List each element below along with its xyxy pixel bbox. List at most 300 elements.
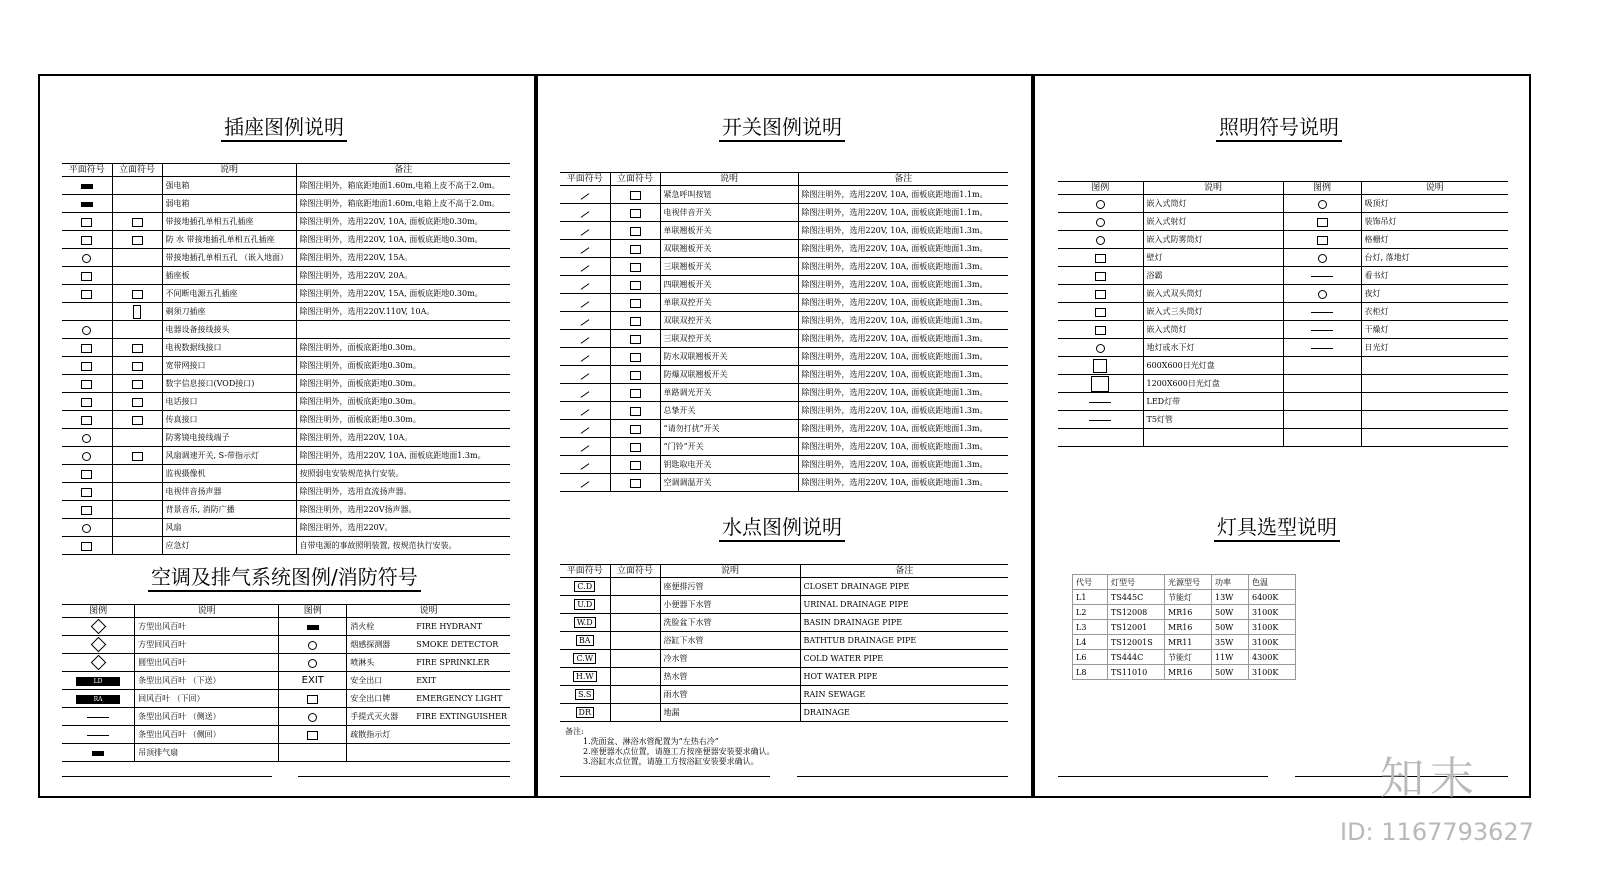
socket-description: 电器设备接线接头 xyxy=(162,321,296,339)
socket-remark: 除图注明外，面板底距地0.30m。 xyxy=(296,339,510,357)
note-line: 2.座便器水点位置，请施工方按座便器安装要求确认。 xyxy=(583,747,775,756)
elevation-symbol-cell xyxy=(610,704,660,722)
water-remark: RAIN SEWAGE xyxy=(800,686,1008,704)
light-symbol-cell xyxy=(1058,249,1143,267)
legend-dash-icon xyxy=(1311,312,1333,313)
switch-remark: 除图注明外，选用220V, 10A, 面板底距地面1.3m。 xyxy=(798,366,1008,384)
hvac-description: 方型出风百叶 xyxy=(135,618,279,636)
switch-symbol-icon xyxy=(580,463,589,470)
socket-description: 不间断电源五孔插座 xyxy=(162,285,296,303)
light-description: 日光灯 xyxy=(1361,339,1508,357)
light-description: 嵌入式射灯 xyxy=(1143,213,1283,231)
socket-description: 电话接口 xyxy=(162,393,296,411)
table-row xyxy=(62,465,510,483)
fixture-cell: L2 xyxy=(1073,605,1108,620)
legend-tall-icon xyxy=(133,305,141,319)
switch-symbol-icon xyxy=(580,409,589,416)
elevation-symbol-cell xyxy=(112,357,162,375)
fire-description-cn: 疏散指示灯 xyxy=(350,730,391,739)
water-description: 浴缸下水管 xyxy=(660,632,800,650)
light-symbol-cell xyxy=(1283,411,1361,429)
light-symbol-cell xyxy=(1058,393,1143,411)
fire-description-en: FIRE HYDRANT xyxy=(416,622,483,631)
plan-symbol-cell xyxy=(62,267,112,285)
legend-box-icon xyxy=(132,380,143,389)
legend-box-icon xyxy=(630,245,641,254)
legend-fan-icon xyxy=(82,452,91,461)
fire-description-en: SMOKE DETECTOR xyxy=(416,640,499,649)
switch-description: 钥匙取电开关 xyxy=(660,456,798,474)
switch-symbol-icon xyxy=(580,427,589,434)
elevation-symbol-cell xyxy=(112,519,162,537)
col-header: 平面符号 xyxy=(560,565,610,578)
plan-symbol-cell xyxy=(560,312,610,330)
switch-description: “门铃”开关 xyxy=(660,438,798,456)
fixture-cell: 50W xyxy=(1212,620,1249,635)
switch-symbol-icon xyxy=(580,193,589,200)
legend-exit-icon: EXIT xyxy=(301,675,324,686)
legend-box-icon xyxy=(630,281,641,290)
hvac-symbol-cell xyxy=(62,708,135,726)
light-symbol-cell xyxy=(1283,213,1361,231)
legend-circle-icon xyxy=(1318,200,1327,209)
col-header: 功率 xyxy=(1212,575,1249,590)
elevation-symbol-cell xyxy=(610,578,660,596)
water-code-cell xyxy=(560,686,610,704)
elevation-symbol-cell xyxy=(610,474,660,492)
light-symbol-cell xyxy=(1283,321,1361,339)
plan-symbol-cell xyxy=(560,204,610,222)
legend-box-icon xyxy=(1317,218,1328,227)
legend-box-icon xyxy=(630,227,641,236)
col-header: 立面符号 xyxy=(112,164,162,177)
signature-line xyxy=(1058,776,1268,777)
fire-description xyxy=(347,690,510,708)
legend-box-icon xyxy=(630,209,641,218)
table-row xyxy=(62,447,510,465)
legend-tv-icon xyxy=(81,506,92,515)
elevation-symbol-cell xyxy=(112,231,162,249)
col-header: 说明 xyxy=(660,173,798,186)
table-row xyxy=(560,312,1008,330)
plan-symbol-cell xyxy=(560,438,610,456)
switch-remark: 除图注明外，选用220V, 10A, 面板底距地面1.1m。 xyxy=(798,204,1008,222)
elevation-symbol-cell xyxy=(112,339,162,357)
elevation-symbol-cell xyxy=(610,294,660,312)
light-symbol-cell xyxy=(1283,339,1361,357)
table-row xyxy=(62,708,510,726)
fire-description-en: FIRE EXTINGUISHER xyxy=(416,712,507,721)
plan-symbol-cell xyxy=(560,276,610,294)
legend-circle-icon xyxy=(308,659,317,668)
light-symbol-cell xyxy=(1058,231,1143,249)
elevation-symbol-cell xyxy=(610,420,660,438)
hvac-description: 条型出风百叶 （侧回） xyxy=(135,726,279,744)
fire-description-cn: 安全出口牌 xyxy=(350,694,391,703)
fire-description xyxy=(347,744,510,762)
fixture-cell: TS12001S xyxy=(1108,635,1165,650)
socket-remark: 除图注明外，选用220V, 20A。 xyxy=(296,267,510,285)
plan-symbol-cell xyxy=(560,294,610,312)
elevation-symbol-cell xyxy=(610,330,660,348)
light-symbol-cell xyxy=(1058,339,1143,357)
switch-description: 单联双控开关 xyxy=(660,294,798,312)
legend-circle-icon xyxy=(1318,290,1327,299)
plan-symbol-cell xyxy=(62,519,112,537)
fire-symbol-cell xyxy=(279,690,347,708)
legend-box-icon xyxy=(630,461,641,470)
legend-dash-icon xyxy=(1089,420,1111,421)
table-row xyxy=(1058,411,1508,429)
signature-line xyxy=(62,776,272,777)
legend-tv-icon xyxy=(81,344,92,353)
switch-remark: 除图注明外，选用220V, 10A, 面板底距地面1.3m。 xyxy=(798,402,1008,420)
fire-symbol-cell xyxy=(279,708,347,726)
fixture-spec-table xyxy=(1072,574,1296,680)
note-line: 备注: xyxy=(565,727,584,736)
watermark-id: ID: 1167793627 xyxy=(1340,818,1534,846)
elevation-symbol-cell xyxy=(610,222,660,240)
elevation-symbol-cell xyxy=(610,186,660,204)
table-row xyxy=(560,614,1008,632)
light-symbol-cell xyxy=(1283,429,1361,447)
plan-symbol-cell xyxy=(62,195,112,213)
table-row xyxy=(62,213,510,231)
socket-remark: 除图注明外，选用220V, 10A, 面板底距地面1.3m。 xyxy=(296,447,510,465)
fixture-cell: MR16 xyxy=(1165,665,1212,680)
table-row xyxy=(62,195,510,213)
light-symbol-cell xyxy=(1058,267,1143,285)
legend-circle-icon xyxy=(82,254,91,263)
elevation-symbol-cell xyxy=(610,596,660,614)
plan-symbol-cell xyxy=(560,186,610,204)
elevation-symbol-cell xyxy=(610,686,660,704)
water-remark: BASIN DRAINAGE PIPE xyxy=(800,614,1008,632)
table-row xyxy=(1073,620,1296,635)
table-row xyxy=(560,596,1008,614)
light-description xyxy=(1361,375,1508,393)
plan-symbol-cell xyxy=(560,420,610,438)
col-header: 代号 xyxy=(1073,575,1108,590)
water-code-cell xyxy=(560,578,610,596)
socket-remark: 自带电源的事故照明装置, 按规范执行安装。 xyxy=(296,537,510,555)
fixture-cell: L3 xyxy=(1073,620,1108,635)
signature-line xyxy=(560,776,770,777)
switch-remark: 除图注明外，选用220V, 10A, 面板底距地面1.3m。 xyxy=(798,258,1008,276)
fire-description-cn: 手提式灭火器 xyxy=(350,712,399,721)
socket-description: 数字信息接口(VOD接口) xyxy=(162,375,296,393)
col-header: 说明 xyxy=(660,565,800,578)
water-code-badge: H.W xyxy=(573,671,597,682)
light-description: 夜灯 xyxy=(1361,285,1508,303)
elevation-symbol-cell xyxy=(610,204,660,222)
plan-symbol-cell xyxy=(62,537,112,555)
water-code-cell xyxy=(560,596,610,614)
elevation-symbol-cell xyxy=(610,614,660,632)
elevation-symbol-cell xyxy=(610,258,660,276)
light-description: 装饰吊灯 xyxy=(1361,213,1508,231)
switch-symbol-icon xyxy=(580,355,589,362)
socket-remark: 除图注明外，选用220V, 10A, 面板底距地0.30m。 xyxy=(296,231,510,249)
switch-description: 电视伴音开关 xyxy=(660,204,798,222)
light-description: 吸顶灯 xyxy=(1361,195,1508,213)
water-description: 热水管 xyxy=(660,668,800,686)
light-description: 干燥灯 xyxy=(1361,321,1508,339)
table-row xyxy=(560,578,1008,596)
light-description: 看书灯 xyxy=(1361,267,1508,285)
table-row xyxy=(62,672,510,690)
table-row xyxy=(1058,339,1508,357)
light-description: LED灯带 xyxy=(1143,393,1283,411)
water-code-cell xyxy=(560,704,610,722)
table-row xyxy=(1058,375,1508,393)
legend-fan-icon xyxy=(82,524,91,533)
switch-remark: 除图注明外，选用220V, 10A, 面板底距地面1.3m。 xyxy=(798,456,1008,474)
legend-dash-icon xyxy=(1311,348,1333,349)
col-header: 光源型号 xyxy=(1165,575,1212,590)
legend-box-icon xyxy=(630,371,641,380)
table-row xyxy=(560,276,1008,294)
legend-box-icon xyxy=(1091,376,1109,392)
table-row xyxy=(62,267,510,285)
table-row xyxy=(560,704,1008,722)
socket-description: 带接地插孔单相五孔 （嵌入地面） xyxy=(162,249,296,267)
table-row xyxy=(1073,635,1296,650)
table-row xyxy=(62,483,510,501)
legend-box-icon xyxy=(1317,236,1328,245)
fire-description-en: EMERGENCY LIGHT xyxy=(416,694,503,703)
light-symbol-cell xyxy=(1058,213,1143,231)
fixture-cell: TS12008 xyxy=(1108,605,1165,620)
socket-description: 传真接口 xyxy=(162,411,296,429)
plan-symbol-cell xyxy=(560,384,610,402)
hvac-description: 方型回风百叶 xyxy=(135,636,279,654)
table-row xyxy=(560,366,1008,384)
plan-symbol-cell xyxy=(62,213,112,231)
watermark-logo: 知末 xyxy=(1380,753,1480,804)
light-symbol-cell xyxy=(1283,357,1361,375)
table-row xyxy=(62,321,510,339)
switch-symbol-icon xyxy=(580,265,589,272)
col-header: 平面符号 xyxy=(62,164,112,177)
socket-remark xyxy=(296,321,510,339)
plan-symbol-cell xyxy=(62,501,112,519)
socket-remark: 除图注明外，选用直流扬声器。 xyxy=(296,483,510,501)
hvac-description: 回风百叶 （下回） xyxy=(135,690,279,708)
socket-description: 应急灯 xyxy=(162,537,296,555)
socket-description: 防雾镜电接线端子 xyxy=(162,429,296,447)
table-row xyxy=(62,519,510,537)
legend-box-icon xyxy=(132,362,143,371)
legend-circle-icon xyxy=(82,326,91,335)
legend-box-icon xyxy=(630,425,641,434)
col-header: 灯型号 xyxy=(1108,575,1165,590)
legend-circle-icon xyxy=(308,641,317,650)
table-row xyxy=(1058,303,1508,321)
plan-symbol-cell xyxy=(560,348,610,366)
light-symbol-cell xyxy=(1058,321,1143,339)
socket-description: 监视摄像机 xyxy=(162,465,296,483)
socket-remark: 除图注明外，选用220V.110V, 10A。 xyxy=(296,303,510,321)
note-line: 1.洗面盆、淋浴水管配置为“左热右冷” xyxy=(583,737,719,746)
plan-symbol-cell xyxy=(62,177,112,195)
table-row xyxy=(1058,429,1508,447)
water-code-badge: W.D xyxy=(574,617,596,628)
col-header: 说明 xyxy=(1361,182,1508,195)
col-header: 立面符号 xyxy=(610,565,660,578)
switch-description: 单路调光开关 xyxy=(660,384,798,402)
switch-symbol-icon xyxy=(580,247,589,254)
plan-symbol-cell xyxy=(62,411,112,429)
plan-symbol-cell xyxy=(560,474,610,492)
fixture-cell: 13W xyxy=(1212,590,1249,605)
water-description: 座便排污管 xyxy=(660,578,800,596)
hvac-symbol-cell xyxy=(62,618,135,636)
water-legend-title: 水点图例说明 xyxy=(719,515,845,542)
light-description: 衣柜灯 xyxy=(1361,303,1508,321)
switch-description: 空调调温开关 xyxy=(660,474,798,492)
legend-box-icon xyxy=(630,353,641,362)
switch-description: 总挚开关 xyxy=(660,402,798,420)
switch-description: 四联翘板开关 xyxy=(660,276,798,294)
water-code-badge: S.S xyxy=(575,689,594,700)
light-description xyxy=(1143,429,1283,447)
socket-description: 剃须刀插座 xyxy=(162,303,296,321)
socket-description: 电视伴音扬声器 xyxy=(162,483,296,501)
switch-remark: 除图注明外，选用220V, 10A, 面板底距地面1.3m。 xyxy=(798,294,1008,312)
plan-symbol-cell xyxy=(62,429,112,447)
fixture-cell: 4300K xyxy=(1249,650,1296,665)
switch-symbol-icon xyxy=(580,391,589,398)
table-row xyxy=(1058,267,1508,285)
table-row xyxy=(62,339,510,357)
fire-symbol-cell xyxy=(279,636,347,654)
light-description: 格栅灯 xyxy=(1361,231,1508,249)
plan-symbol-cell xyxy=(62,483,112,501)
table-row xyxy=(1058,195,1508,213)
light-description xyxy=(1361,429,1508,447)
switch-description: 双联翘板开关 xyxy=(660,240,798,258)
water-remark: DRAINAGE xyxy=(800,704,1008,722)
elevation-symbol-cell xyxy=(610,632,660,650)
socket-remark: 除图注明外，选用220V。 xyxy=(296,519,510,537)
legend-socket-icon xyxy=(81,290,92,299)
legend-socket-icon xyxy=(81,236,92,245)
legend-box-icon xyxy=(132,452,143,461)
fixture-cell: 3100K xyxy=(1249,605,1296,620)
fixture-cell: MR11 xyxy=(1165,635,1212,650)
legend-circle-icon xyxy=(308,713,317,722)
plan-symbol-cell xyxy=(560,240,610,258)
col-header: 图例 xyxy=(1058,182,1143,195)
plan-symbol-cell xyxy=(62,465,112,483)
fire-symbol-cell xyxy=(279,672,347,690)
legend-box-icon xyxy=(81,272,92,281)
table-row xyxy=(1073,665,1296,680)
socket-remark: 除图注明外，选用220V, 15A。 xyxy=(296,249,510,267)
light-description: 地灯或水下灯 xyxy=(1143,339,1283,357)
elevation-symbol-cell xyxy=(610,438,660,456)
table-row xyxy=(62,744,510,762)
light-description xyxy=(1361,411,1508,429)
legend-bar-icon xyxy=(81,184,93,189)
switch-symbol-icon xyxy=(580,445,589,452)
fixture-cell: 11W xyxy=(1212,650,1249,665)
legend-box-icon xyxy=(132,218,143,227)
elevation-symbol-cell xyxy=(112,447,162,465)
lighting-legend-table xyxy=(1058,181,1508,447)
legend-dash-icon xyxy=(1089,402,1111,403)
switch-legend-title: 开关图例说明 xyxy=(719,115,845,142)
signature-line xyxy=(797,776,1008,777)
legend-tv-icon xyxy=(81,488,92,497)
light-description: 600X600日光灯盘 xyxy=(1143,357,1283,375)
elevation-symbol-cell xyxy=(112,483,162,501)
switch-description: 双联双控开关 xyxy=(660,312,798,330)
legend-box-icon xyxy=(307,695,318,704)
socket-legend-table xyxy=(62,163,510,555)
table-row xyxy=(62,618,510,636)
socket-description: 宽带网接口 xyxy=(162,357,296,375)
table-row xyxy=(62,636,510,654)
elevation-symbol-cell xyxy=(112,321,162,339)
table-row xyxy=(560,686,1008,704)
legend-box-icon xyxy=(132,398,143,407)
hvac-legend-title: 空调及排气系统图例/消防符号 xyxy=(148,565,421,592)
legend-box-icon xyxy=(630,263,641,272)
fixture-cell: 35W xyxy=(1212,635,1249,650)
socket-remark: 除图注明外，箱底距地面1.60m,电箱上皮不高于2.0m。 xyxy=(296,177,510,195)
legend-box-icon xyxy=(1095,290,1106,299)
fire-description xyxy=(347,636,510,654)
table-row xyxy=(1073,650,1296,665)
fixture-cell: L6 xyxy=(1073,650,1108,665)
table-row xyxy=(560,348,1008,366)
legend-box-icon xyxy=(630,317,641,326)
fixture-cell: TS12001 xyxy=(1108,620,1165,635)
light-description: 浴霸 xyxy=(1143,267,1283,285)
legend-ld-icon: LD xyxy=(76,677,120,686)
elevation-symbol-cell xyxy=(112,393,162,411)
table-row xyxy=(1058,249,1508,267)
elevation-symbol-cell xyxy=(610,402,660,420)
table-row xyxy=(62,537,510,555)
legend-box-icon xyxy=(630,389,641,398)
table-row xyxy=(62,429,510,447)
light-symbol-cell xyxy=(1058,285,1143,303)
legend-box-icon xyxy=(630,479,641,488)
table-row xyxy=(1058,393,1508,411)
hvac-symbol-cell xyxy=(62,726,135,744)
legend-box-icon xyxy=(1093,359,1107,373)
hvac-symbol-cell xyxy=(62,654,135,672)
switch-symbol-icon xyxy=(580,481,589,488)
legend-dash-icon xyxy=(87,717,109,718)
fire-description xyxy=(347,654,510,672)
table-row xyxy=(1073,605,1296,620)
plan-symbol-cell xyxy=(560,456,610,474)
plan-symbol-cell xyxy=(62,321,112,339)
table-row xyxy=(62,501,510,519)
light-symbol-cell xyxy=(1283,249,1361,267)
water-description: 地漏 xyxy=(660,704,800,722)
elevation-symbol-cell xyxy=(610,276,660,294)
fixture-cell: 节能灯 xyxy=(1165,650,1212,665)
table-row xyxy=(1073,590,1296,605)
legend-box-icon xyxy=(81,542,92,551)
plan-symbol-cell xyxy=(62,231,112,249)
switch-remark: 除图注明外，选用220V, 10A, 面板底距地面1.3m。 xyxy=(798,312,1008,330)
